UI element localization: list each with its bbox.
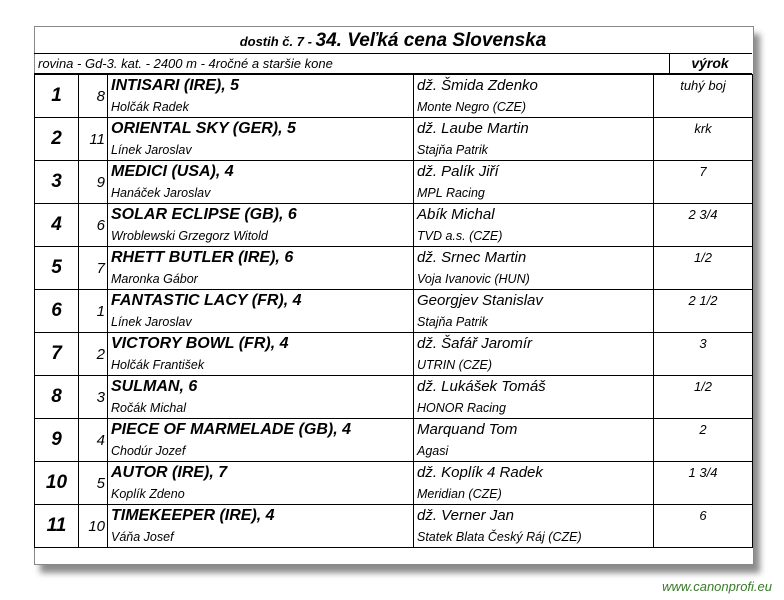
result-row-bottom [35, 311, 753, 333]
trainer: Holčák František [108, 354, 414, 376]
owner: Meridian (CZE) [414, 483, 654, 505]
result-row-top [35, 75, 753, 97]
place: 4 [35, 204, 79, 247]
result-row-bottom [35, 526, 753, 548]
result-row-bottom [35, 483, 753, 505]
race-title [34, 26, 752, 54]
jockey: dž. Laube Martin [414, 118, 654, 140]
start-number: 8 [79, 75, 108, 118]
jockey: dž. Koplík 4 Radek [414, 462, 654, 484]
result-row-top [35, 161, 753, 183]
trainer: Ročák Michal [108, 397, 414, 419]
result-row-top [35, 462, 753, 484]
horse-name: TIMEKEEPER (IRE), 4 [108, 505, 414, 527]
result-margin: tuhý boj [654, 75, 753, 97]
result-blank-cell [654, 311, 753, 333]
result-blank-cell [654, 397, 753, 419]
jockey: dž. Srnec Martin [414, 247, 654, 269]
place: 7 [35, 333, 79, 376]
race-conditions: rovina - Gd-3. kat. - 2400 m - 4ročné a staršie kone [38, 56, 333, 71]
result-margin: 1/2 [654, 247, 753, 269]
owner: MPL Racing [414, 182, 654, 204]
result-row-bottom [35, 182, 753, 204]
trainer: Hanáček Jaroslav [108, 182, 414, 204]
jockey: dž. Verner Jan [414, 505, 654, 527]
trainer: Váňa Josef [108, 526, 414, 548]
race-name: 34. Veľká cena Slovenska [315, 30, 547, 51]
start-number: 2 [79, 333, 108, 376]
trainer: Holčák Radek [108, 96, 414, 118]
result-row-bottom [35, 139, 753, 161]
start-number: 11 [79, 118, 108, 161]
result-blank-cell [654, 268, 753, 290]
place: 11 [35, 505, 79, 548]
result-row-top [35, 204, 753, 226]
result-row-top [35, 333, 753, 355]
result-margin: 1/2 [654, 376, 753, 398]
place: 1 [35, 75, 79, 118]
result-row-bottom [35, 440, 753, 462]
jockey: dž. Šmida Zdenko [414, 75, 654, 97]
result-column-header: výrok [669, 54, 750, 74]
results-table [34, 74, 753, 548]
result-margin: 1 3/4 [654, 462, 753, 484]
owner: Monte Negro (CZE) [414, 96, 654, 118]
owner: Voja Ivanovic (HUN) [414, 268, 654, 290]
race-number: dostih č. 7 - [239, 34, 312, 49]
horse-name: SOLAR ECLIPSE (GB), 6 [108, 204, 414, 226]
start-number: 7 [79, 247, 108, 290]
trainer: Wroblewski Grzegorz Witold [108, 225, 414, 247]
trainer: Chodúr Jozef [108, 440, 414, 462]
owner: Stajňa Patrik [414, 139, 654, 161]
start-number: 9 [79, 161, 108, 204]
horse-name: FANTASTIC LACY (FR), 4 [108, 290, 414, 312]
trainer: Koplík Zdeno [108, 483, 414, 505]
owner: TVD a.s. (CZE) [414, 225, 654, 247]
start-number: 6 [79, 204, 108, 247]
jockey: dž. Šafář Jaromír [414, 333, 654, 355]
result-blank-cell [654, 526, 753, 548]
horse-name: RHETT BUTLER (IRE), 6 [108, 247, 414, 269]
start-number: 5 [79, 462, 108, 505]
horse-name: PIECE OF MARMELADE (GB), 4 [108, 419, 414, 441]
start-number: 1 [79, 290, 108, 333]
result-margin: 3 [654, 333, 753, 355]
owner: Statek Blata Český Ráj (CZE) [414, 526, 654, 548]
owner: Agasi [414, 440, 654, 462]
horse-name: INTISARI (IRE), 5 [108, 75, 414, 97]
result-row-top [35, 505, 753, 527]
result-margin: 6 [654, 505, 753, 527]
result-margin: 2 1/2 [654, 290, 753, 312]
result-row-top [35, 118, 753, 140]
place: 2 [35, 118, 79, 161]
jockey: Georgjev Stanislav [414, 290, 654, 312]
horse-name: VICTORY BOWL (FR), 4 [108, 333, 414, 355]
result-row-bottom [35, 354, 753, 376]
place: 9 [35, 419, 79, 462]
owner: UTRIN (CZE) [414, 354, 654, 376]
place: 5 [35, 247, 79, 290]
result-row-top [35, 419, 753, 441]
horse-name: ORIENTAL SKY (GER), 5 [108, 118, 414, 140]
result-row-bottom [35, 96, 753, 118]
owner: HONOR Racing [414, 397, 654, 419]
result-row-bottom [35, 225, 753, 247]
result-margin: 2 [654, 419, 753, 441]
horse-name: MEDICI (USA), 4 [108, 161, 414, 183]
race-conditions-row [34, 54, 752, 74]
place: 8 [35, 376, 79, 419]
result-blank-cell [654, 139, 753, 161]
watermark: www.canonprofi.eu [662, 579, 772, 594]
jockey: Marquand Tom [414, 419, 654, 441]
result-row-bottom [35, 397, 753, 419]
result-blank-cell [654, 96, 753, 118]
result-blank-cell [654, 354, 753, 376]
result-margin: 7 [654, 161, 753, 183]
place: 6 [35, 290, 79, 333]
place: 3 [35, 161, 79, 204]
result-row-top [35, 376, 753, 398]
jockey: Abík Michal [414, 204, 654, 226]
result-row-top [35, 247, 753, 269]
result-row-bottom [35, 268, 753, 290]
result-blank-cell [654, 483, 753, 505]
owner: Stajňa Patrik [414, 311, 654, 333]
place: 10 [35, 462, 79, 505]
result-blank-cell [654, 182, 753, 204]
jockey: dž. Palík Jiří [414, 161, 654, 183]
horse-name: AUTOR (IRE), 7 [108, 462, 414, 484]
trainer: Línek Jaroslav [108, 311, 414, 333]
start-number: 3 [79, 376, 108, 419]
trainer: Línek Jaroslav [108, 139, 414, 161]
result-margin: 2 3/4 [654, 204, 753, 226]
result-row-top [35, 290, 753, 312]
trainer: Maronka Gábor [108, 268, 414, 290]
start-number: 4 [79, 419, 108, 462]
result-margin: krk [654, 118, 753, 140]
result-blank-cell [654, 440, 753, 462]
jockey: dž. Lukášek Tomáš [414, 376, 654, 398]
start-number: 10 [79, 505, 108, 548]
result-blank-cell [654, 225, 753, 247]
horse-name: SULMAN, 6 [108, 376, 414, 398]
